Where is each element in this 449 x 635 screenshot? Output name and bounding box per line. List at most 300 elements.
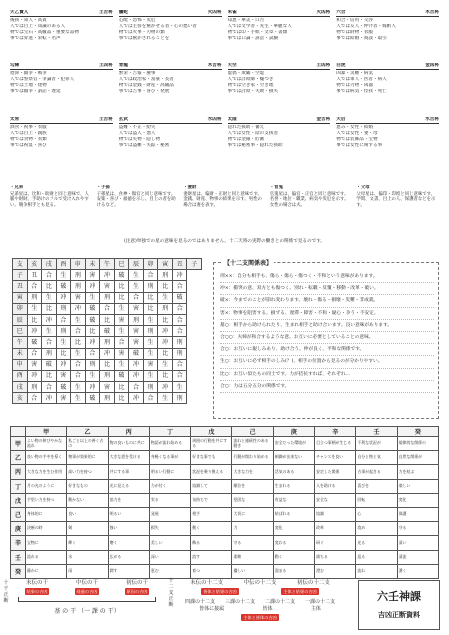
branch-cell: 生 (158, 359, 173, 370)
stem-cell: 堅固な (232, 493, 273, 507)
twelve-relations-box (213, 262, 439, 419)
branch-cell: 合 (143, 393, 158, 404)
stem-header: 庚 (273, 427, 314, 437)
deity-title (119, 10, 222, 17)
stem-cell: 澄む (315, 564, 356, 578)
stem-cell: 物事が効果的に (67, 451, 108, 465)
deity-card (336, 63, 439, 112)
branch-cell: 比 (114, 292, 129, 303)
deity-line: 知恵・華美・口舌 (227, 18, 265, 23)
branch-cell: 刑 (143, 382, 158, 393)
branch-cell: 冲 (100, 348, 115, 359)
branch-cell: 生 (158, 292, 173, 303)
stem-cell: 身軽くなる事が (149, 451, 190, 465)
branch-cell: 合 (172, 326, 187, 337)
stem-cell: 流れる (26, 550, 67, 564)
branch-cell: 合 (27, 393, 42, 404)
deity-line: 事では昇進・栄転・名声 (10, 36, 61, 41)
branch-cell: 刑 (71, 270, 86, 281)
table-row (13, 337, 202, 348)
branch-header: 巳 (114, 259, 129, 270)
deity-line: 人では女性・妻・母 (336, 130, 378, 136)
side-char: 十 (3, 580, 9, 586)
note-text: (注意)単独での星の意味を見るのではありません。十二天将の実際の働きとの関係で見るのです。 (123, 239, 326, 244)
deity-name: 天乙貴人 (10, 10, 29, 15)
side-char: 正 (168, 596, 174, 602)
branch-header: 戌 (42, 259, 57, 270)
deity-line: 隠れた援助・蓄え (227, 124, 265, 130)
deity-name: 朱雀 (227, 10, 237, 15)
table-row (11, 465, 439, 479)
relation-text: 兄弟星は、比和・助財と同じ意味で、人脈や財財、手助けのフルで受け入れやすい。競争相手とも見る。 (10, 191, 89, 208)
branch-cell: 刑 (100, 292, 115, 303)
subject-label: 皆体 (262, 606, 273, 612)
stem-row-label: 癸 (11, 564, 26, 578)
branch-cell: 比 (100, 359, 115, 370)
status-badge: 主体と結果の吉凶 (283, 588, 317, 594)
stem-cell: 状況を乗り換える (191, 465, 232, 479)
stem-cell: 流す (191, 550, 232, 564)
branch-cell: 刑 (143, 326, 158, 337)
stem-pass-label: 初伝の干 (125, 580, 148, 586)
deity-name: 六合 (336, 10, 346, 15)
deity-line: 和合・信用・交渉 (336, 18, 374, 23)
stem-cell: 規律的な関係の (397, 437, 438, 451)
stem-cell: 安全な (315, 493, 356, 507)
table-row (13, 281, 202, 292)
deity-line: 酒食・祝事・衣服 (10, 124, 47, 130)
stem-cell: 強い (108, 522, 149, 536)
stem-cell: 好きなもの (67, 479, 108, 493)
stem-cell: 力を結ぶ (397, 465, 438, 479)
deity-line: 事では驚かされることを (118, 36, 170, 41)
list-item: 合○○：夫婦が和合するような意。お互いに必要としていることの意味。 (220, 332, 434, 344)
branch-table (12, 258, 202, 404)
stem-cell: 制御が出来ない (273, 451, 314, 465)
deity-line: 物では金銀・貯蓄 (227, 136, 265, 142)
branch-cell: 冲 (100, 270, 115, 281)
branch-cell: 合 (172, 303, 187, 314)
branch-cell: 冲 (129, 359, 144, 370)
branch-cell: 破 (27, 337, 42, 348)
deity-rank: 金凶将 (425, 63, 439, 69)
stem-cell: 攻め (356, 522, 397, 536)
branch-cell: 破 (56, 281, 71, 292)
deity-title (228, 10, 331, 17)
stem-cell: 物の良いものに共に (108, 437, 149, 451)
deity-line: 事では詐欺・失敗・損失 (227, 89, 279, 95)
branch-cell: 合 (27, 281, 42, 292)
deity-line: 物では失物・隠し物 (118, 136, 161, 142)
stem-cell: 心 (356, 507, 397, 521)
deity-rank: 木吉将 (425, 10, 439, 15)
branch-pass-label: 初伝の十二支 (296, 580, 330, 586)
branch-cell: 冲 (158, 337, 173, 348)
stem-cell: 相手 (191, 507, 232, 521)
branch-cell: 冲 (85, 281, 100, 292)
stem-cell: 広がる (108, 550, 149, 564)
deity-line: 事では病気・怪我・死亡 (336, 89, 387, 95)
deity-name: 玄武 (118, 116, 128, 122)
branch-cell: 合 (129, 292, 144, 303)
branch-cell: 比 (114, 393, 129, 404)
stem-cell: 守る (232, 536, 273, 550)
stem-cell: 好きな事でも (191, 451, 232, 465)
branch-corner: 支 (13, 259, 28, 270)
deity-line: 人では目上・知識のある人 (10, 24, 66, 29)
branch-cell: 比 (42, 303, 57, 314)
stem-header: 乙 (67, 427, 108, 437)
stem-cell: 流れと連続性のある動き (232, 437, 273, 451)
branch-cell: 生 (71, 314, 86, 325)
stem-cell: 美しい (149, 536, 190, 550)
stem-cell: 守る (397, 522, 438, 536)
deity-title (336, 117, 439, 124)
deity-rank: 土吉将 (98, 116, 113, 122)
stem-cell: 自然な関係が (397, 451, 438, 465)
branch-cell: 比 (71, 337, 86, 348)
deity-line: 物では土地・建物 (10, 83, 47, 89)
branch-cell: 生 (71, 348, 86, 359)
stem-row-label: 辛 (11, 536, 26, 550)
stem-row-label: 丁 (11, 479, 26, 493)
stem-cell: 輝く (67, 536, 108, 550)
deity-card (119, 117, 222, 166)
list-item: 生○：お互いに必ず相手のしみ(？)、相手の位置から見るのが分かりやすい。 (220, 356, 434, 368)
branch-cell: 比 (158, 314, 173, 325)
stem-cell: 生まれる (273, 479, 314, 493)
deity-line: 物では財物・衣服 (336, 30, 374, 35)
stem-cell: 清流 (397, 550, 438, 564)
branch-row-label: 酉 (13, 370, 28, 381)
deity-title (10, 63, 113, 70)
stem-cell: 手堅い力を持つ (26, 493, 67, 507)
table-row (11, 522, 439, 536)
stem-cell: 清い (397, 536, 438, 550)
deity-line: 事では祝宴・喜び (10, 142, 47, 148)
stem-cell: 変化 (273, 522, 314, 536)
stem-header: 辛 (315, 427, 356, 437)
branch-cell: 破 (56, 382, 71, 393)
branch-cell: 生 (42, 326, 57, 337)
deity-line: 後援・知人・高貴 (10, 18, 47, 23)
branch-header: 子 (187, 259, 202, 270)
branch-cell: 合 (172, 370, 187, 381)
deity-line: 事では女性に関する事 (336, 142, 383, 148)
branch-cell: 丑 (27, 270, 42, 281)
branch-cell: 合 (71, 359, 86, 370)
stem-cell: 静かに (26, 564, 67, 578)
table-row (11, 564, 439, 578)
table-row (13, 382, 202, 393)
branch-cell: 生 (129, 281, 144, 292)
side-char: 支 (168, 590, 174, 596)
status-badge: 原因の吉凶 (126, 588, 148, 594)
branch-cell: 刑 (158, 303, 173, 314)
stem-cell: 安定した関係 (315, 465, 356, 479)
stem-cell: 損失 (149, 522, 190, 536)
deity-line: 物では装飾品・宝物 (336, 136, 378, 142)
stem-cell: 不利な状況が (356, 437, 397, 451)
title-box (358, 580, 440, 630)
deity-line: 人では盗人・悪人 (118, 130, 156, 136)
branch-cell: 刑 (158, 270, 173, 281)
branch-cell: 合 (42, 382, 57, 393)
branch-cell: 比 (27, 314, 42, 325)
deity-name: 太常 (10, 116, 20, 122)
branch-cell: 害 (129, 337, 144, 348)
deity-name: 太陰 (227, 116, 237, 122)
branch-cell: 刑 (143, 281, 158, 292)
stem-cell: 流れ (356, 564, 397, 578)
branch-cell: 刑 (100, 393, 115, 404)
branch-cell: 合 (85, 348, 100, 359)
deity-line: 虚偽・欺瞞・空虚 (227, 71, 265, 77)
deity-line: 事では口論・訴訟・試験 (227, 36, 279, 41)
stem-header: 丁 (149, 427, 190, 437)
stem-cell: 保護 (397, 507, 438, 521)
stem-cell: 月の光のように (26, 479, 67, 493)
branch-cell: 比 (114, 281, 129, 292)
deity-line: 繁栄・吉報・慶事 (118, 71, 156, 77)
branch-cell: 比 (158, 281, 173, 292)
branch-cell: 比 (42, 370, 57, 381)
branch-cell: 比 (143, 292, 158, 303)
branch-pass-label: 中伝の十二支 (243, 580, 277, 586)
stem-cell: 動く (191, 522, 232, 536)
stem-cell: 自分と物と気 (356, 451, 397, 465)
branch-cell: 生 (172, 382, 187, 393)
list-item: 冲×：衝突の意、双方とも傷つく。別れ・転職・反覆・移動・改革・破い。 (220, 283, 434, 295)
table-row (13, 348, 202, 359)
stem-cell: 雨 (67, 564, 108, 578)
main-title: 六壬神課 (377, 590, 421, 603)
stem-cell: 回転 (356, 493, 397, 507)
relations-row (10, 185, 439, 237)
branch-cell: 冲 (71, 303, 86, 314)
deity-rank: 火凶将 (316, 10, 331, 15)
deity-name: 白虎 (336, 63, 346, 69)
branch-cell: 冲 (85, 337, 100, 348)
branch-row-label: 申 (13, 359, 28, 370)
stem-cell: 協力を (108, 493, 149, 507)
stem-cell: 変化 (397, 493, 438, 507)
side-char: 正 (3, 592, 9, 598)
branch-cell: 害 (143, 359, 158, 370)
relation-text: 子孫星は、食神・傷官と同じ意味です。安楽・喜び・福徳を示し、目上の者を助けるなど。 (96, 191, 176, 208)
branch-cell: 生 (85, 370, 100, 381)
deity-line: 人では目上・親族 (10, 130, 47, 136)
deity-title (336, 63, 439, 70)
table-row (11, 550, 439, 564)
branch-cell: 害 (71, 292, 86, 303)
branch-cell: 冲 (42, 314, 57, 325)
branch-header: 丑 (172, 259, 187, 270)
stem-cell: 力 (232, 522, 273, 536)
branch-cell: 生 (71, 393, 86, 404)
branch-cell: 害 (85, 270, 100, 281)
stem-cell: 明るい行動に (149, 465, 190, 479)
deity-name: 青龍 (118, 63, 128, 69)
branch-cell: 比 (85, 326, 100, 337)
twelve-relations-title: 【十二支関係表】 (224, 260, 273, 267)
branch-cell: 破 (114, 370, 129, 381)
branch-cell: 合 (71, 370, 86, 381)
table-row (13, 393, 202, 404)
deity-title (10, 117, 113, 124)
stem-cell: 私ごと以上の善く吉の (67, 437, 108, 451)
branch-cell: 害 (56, 393, 71, 404)
deity-card (119, 63, 222, 112)
deity-rank: 土吉将 (98, 10, 113, 15)
branch-row-label: 巳 (13, 326, 28, 337)
branch-cell: 破 (85, 303, 100, 314)
branch-row-label: 未 (13, 348, 28, 359)
branch-cell: 刑 (172, 393, 187, 404)
stem-cell: 柔軟 (232, 550, 273, 564)
stem-cell: 結ばれる (273, 507, 314, 521)
stem-cell: 光る (356, 536, 397, 550)
relation-title: ・父母 (356, 185, 370, 190)
stem-row-label: 乙 (11, 451, 26, 465)
stem-cell: 優しい (232, 564, 273, 578)
branch-cell: 合 (56, 314, 71, 325)
stem-pass-label: 中伝の干 (75, 580, 98, 586)
lesson-label: 三課の十二支 (224, 599, 255, 605)
deity-line: 物では宝石・高級品・重要な品物 (10, 30, 79, 35)
branch-cell: 刑 (100, 337, 115, 348)
branch-cell: 合 (100, 303, 115, 314)
branch-row-label: 戌 (13, 382, 28, 393)
branch-row-label: 丑 (13, 281, 28, 292)
stem-cell: 剣 (67, 522, 108, 536)
deity-line: 事では秘密事・隠れた援助 (227, 142, 283, 148)
stem-cell: 磨く (108, 536, 149, 550)
bottom-left-side-label (3, 580, 9, 604)
branch-cell: 冲 (158, 382, 173, 393)
stem-header: 癸 (397, 427, 438, 437)
deity-line: 物では空き家・空き地 (227, 83, 274, 89)
stem-cell: 育つ (191, 564, 232, 578)
list-item: 破×：今までのことが崩れ変わります。壊れ・傷る・損壊・災難・非成就。 (220, 295, 434, 307)
branch-row-label: 卯 (13, 303, 28, 314)
stem-cell: 発展 (149, 507, 190, 521)
table-row (11, 437, 439, 451)
branch-header: 卯 (143, 259, 158, 270)
branch-header: 未 (85, 259, 100, 270)
deity-title (228, 117, 331, 124)
branch-cell: 刑 (42, 348, 57, 359)
stem-row-label: 甲 (11, 437, 26, 451)
stem-cell: 水 (67, 550, 108, 564)
stem-header: 己 (232, 427, 273, 437)
stem-cell: 大きな力を生む作用 (26, 465, 67, 479)
deity-line: 事では盗難・失踪・秘密 (118, 142, 170, 148)
branch-cell: 合 (42, 337, 57, 348)
deity-line: 物では印・手紙・文章・書類 (227, 30, 288, 35)
stem-header: 壬 (356, 427, 397, 437)
branch-cell: 害 (114, 314, 129, 325)
deity-card (10, 117, 113, 166)
deity-rank: 土凶将 (98, 63, 113, 69)
branch-pass-label: 末伝の十二支 (190, 580, 224, 586)
side-char: 断 (3, 598, 9, 604)
branch-cell: 合 (129, 382, 144, 393)
branch-cell: 害 (100, 382, 115, 393)
branch-cell: 合 (27, 348, 42, 359)
relation-title: ・妻財 (183, 185, 197, 190)
subject-label: 皆体に接属 (199, 606, 225, 612)
table-row (11, 493, 439, 507)
branch-header: 辰 (129, 259, 144, 270)
deity-name: 騰蛇 (118, 10, 128, 15)
branch-cell: 生 (114, 326, 129, 337)
branch-row-label: 辰 (13, 314, 28, 325)
branch-cell: 冲 (56, 292, 71, 303)
branch-cell: 生 (42, 292, 57, 303)
stem-cell: 良い物の手中を導く (26, 451, 67, 465)
deity-line: 物では火事・刃物の類 (118, 30, 165, 35)
relation-card (356, 185, 439, 237)
side-char: 干 (3, 586, 9, 592)
deity-card (10, 10, 113, 59)
table-row (13, 270, 202, 281)
branch-cell: 冲 (27, 326, 42, 337)
stem-cell: 活気のある (273, 465, 314, 479)
deity-line: 事では吉事・喜び・発展 (118, 89, 170, 95)
stem-header: 甲 (26, 427, 67, 437)
relation-text: 父母星は、偏印・印綬と同じ意味です。学問、文書、目上の人、保護者などを示す。 (356, 191, 436, 208)
stem-cell: 周囲の行動を共にする (191, 437, 232, 451)
subject-badge: 主体と皆体の吉凶 (243, 614, 277, 620)
deity-line: 人では女性・陰の支援者 (227, 130, 279, 136)
branch-cell: 生 (158, 393, 173, 404)
stem-row-label: 戊 (11, 493, 26, 507)
branch-cell: 破 (172, 292, 187, 303)
branch-cell: 害 (129, 303, 144, 314)
deity-line: 物では食物・衣類 (10, 136, 47, 142)
deities-grid (10, 10, 439, 166)
table-row (11, 507, 439, 521)
table-row (13, 326, 202, 337)
branch-cell: 冲 (56, 359, 71, 370)
branch-cell: 刑 (172, 348, 187, 359)
branch-header: 寅 (158, 259, 173, 270)
bottom-mid-side-label (168, 578, 174, 608)
stem-cell: 身体的に (26, 507, 67, 521)
relation-title: ・官鬼 (269, 185, 283, 190)
stem-cell: 飾る (191, 536, 232, 550)
branch-cell: 害 (100, 281, 115, 292)
stem-cell: 人を助ける (315, 479, 356, 493)
branch-cell: 比 (158, 370, 173, 381)
stem-cell: 明るい (108, 507, 149, 521)
deity-line: 遅滞・闘争・戦争 (10, 71, 47, 77)
stem-cell: 物語が流れ始める (149, 437, 190, 451)
relation-card (183, 185, 266, 237)
deity-line: 人では政治家・富豪・長者 (118, 77, 174, 83)
stem-cell: 目立つ事柄が生じる (315, 437, 356, 451)
branch-cell: 冲 (129, 393, 144, 404)
branch-cell: 合 (114, 337, 129, 348)
branch-cell: 刑 (27, 292, 42, 303)
deity-rank: 火凶将 (207, 10, 222, 15)
branch-cell: 比 (114, 382, 129, 393)
branch-cell: 刑 (56, 303, 71, 314)
branch-cell: 合 (71, 326, 86, 337)
branch-cell: 生 (143, 348, 158, 359)
lesson-label: 二課の十二支 (264, 599, 295, 605)
